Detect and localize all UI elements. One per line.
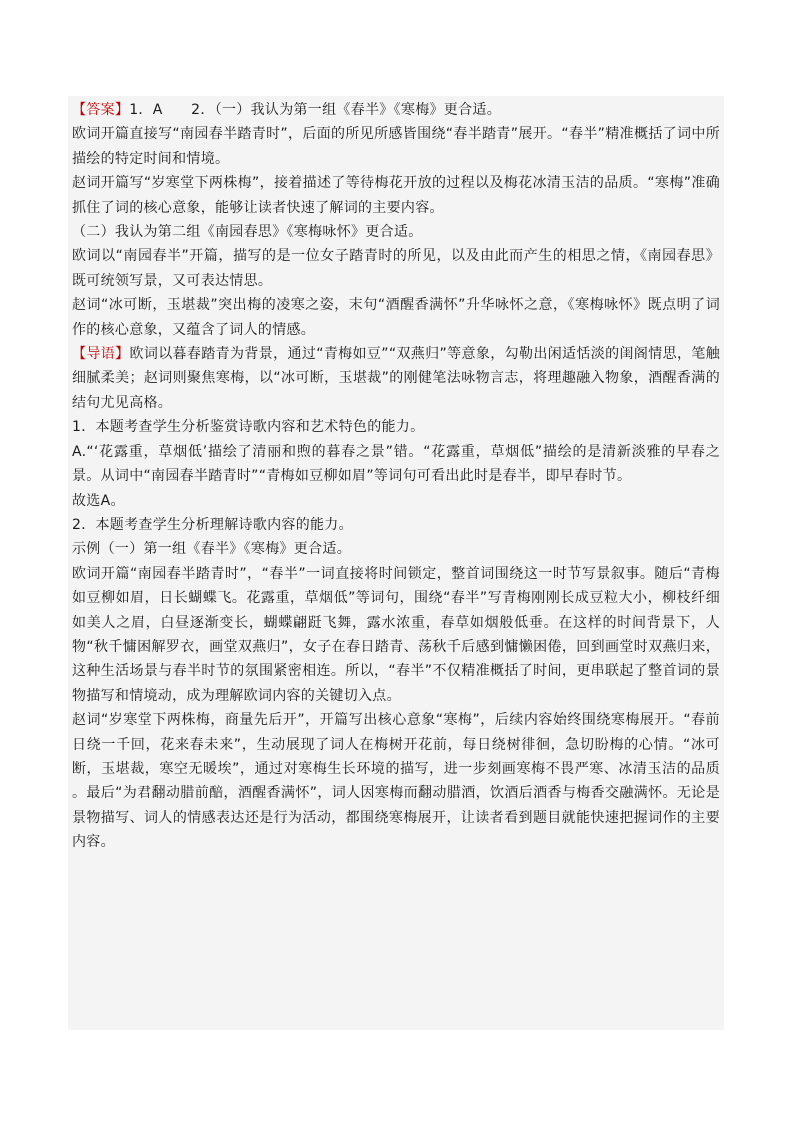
guide-tag: 【导语】 xyxy=(72,346,130,363)
paragraph-ou-nanyuan: 欧词以“南园春半”开篇，描写的是一位女子踏青时的所见，以及由此而产生的相思之情，《南园春思》既可统领写景，又可表达情思。 xyxy=(72,248,720,289)
guide-paragraph xyxy=(72,342,720,415)
paragraph-second-group: （二）我认为第二组《南园春思》《寒梅咏怀》更合适。 xyxy=(72,224,423,241)
answer-tag: 【答案】 xyxy=(72,102,130,118)
question-2-example: 示例（一）第一组《春半》《寒梅》更合适。 xyxy=(72,541,351,558)
question-2-intro: 2．本题考查学生分析理解诗歌内容的能力。 xyxy=(72,516,353,533)
paragraph-zhao-hanmei: 赵词开篇写“岁寒堂下两株梅”，接着描述了等待梅花开放的过程以及梅花冰清玉洁的品质。“寒梅”准确抓住了词的核心意象，能够让读者快速了解词的主要内容。 xyxy=(72,175,720,216)
answer-line xyxy=(72,98,720,122)
guide-text: 欧词以暮春踏青为背景，通过“青梅如豆”“双燕归”等意象，勾勒出闲适恬淡的闺阁情思，笔触细腻柔美；赵词则聚焦寒梅，以“冰可断，玉堪裁”的刚健笔法咏物言志，将理趣融入物象，酒醒香满的结句尤见高格。 xyxy=(72,346,720,411)
question-2-zhao-analysis: 赵词“岁寒堂下两株梅，商量先后开”，开篇写出核心意象“寒梅”，后续内容始终围绕寒梅展开。“春前日绕一千回，花来春未来”，生动展现了词人在梅树开花前，每日绕树徘徊，急切盼梅的心情。“冰可断，玉堪裁，寒空无暖埃”，通过对寒梅生长环境的描写，进一步刻画寒梅不畏严寒、冰清玉洁的品质 。最后“为君翻动腊前醅，酒醒香满怀”，词人因寒梅而翻动腊酒，饮酒后酒香与梅香交融满怀。无论是景物描写、词人的情感表达还是行为活动，都围绕寒梅展开，让读者看到题目就能快速把握词作的主要内容。 xyxy=(72,712,720,851)
paragraph-ou-chunban: 欧词开篇直接写“南园春半踏青时”，后面的所见所感皆围绕“春半踏青”展开。“春半”精准概括了词中所描绘的特定时间和情境。 xyxy=(72,126,720,167)
answer-text: 1．A 2．（一）我认为第一组《春半》《寒梅》更合适。 xyxy=(129,102,501,118)
question-1-answer: 故选A。 xyxy=(72,492,125,509)
question-1-intro: 1．本题考查学生分析鉴赏诗歌内容和艺术特色的能力。 xyxy=(72,419,425,436)
question-1-analysis: A.“‘花露重，草烟低’描绘了清丽和煦的暮春之景”错。“花露重，草烟低”描绘的是清新淡雅的早春之景。从词中“南园春半踏青时”“青梅如豆柳如眉”等词句可看出此时是春半，即早春时节。 xyxy=(72,443,720,485)
answer-analysis-block xyxy=(68,96,724,1030)
paragraph-zhao-yonghuai: 赵词“冰可断，玉堪裁”突出梅的凌寒之姿，末句“酒醒香满怀”升华咏怀之意，《寒梅咏怀》既点明了词作的核心意象，又蕴含了词人的情感。 xyxy=(72,297,720,338)
question-2-ou-analysis: 欧词开篇“南园春半踏青时”，“春半”一词直接将时间锁定，整首词围绕这一时节写景叙事。随后“青梅如豆柳如眉，日长蝴蝶飞。花露重，草烟低”等词句，围绕“春半”写青梅刚刚长成豆粒大小，柳枝纤细如美人之眉，白昼逐渐变长，蝴蝶翩跹飞舞，露水浓重，春草如烟般低垂。在这样的时间背景下，人物“秋千慵困解罗衣，画堂双燕归”，女子在春日踏青、荡秋千后感到慵懒困倦，回到画堂时双燕归来，这种生活场景与春半时节的氛围紧密相连。所以，“春半”不仅精准概括了时间，更串联起了整首词的景物描写和情境动，成为理解欧词内容的关键切入点。 xyxy=(72,565,720,704)
